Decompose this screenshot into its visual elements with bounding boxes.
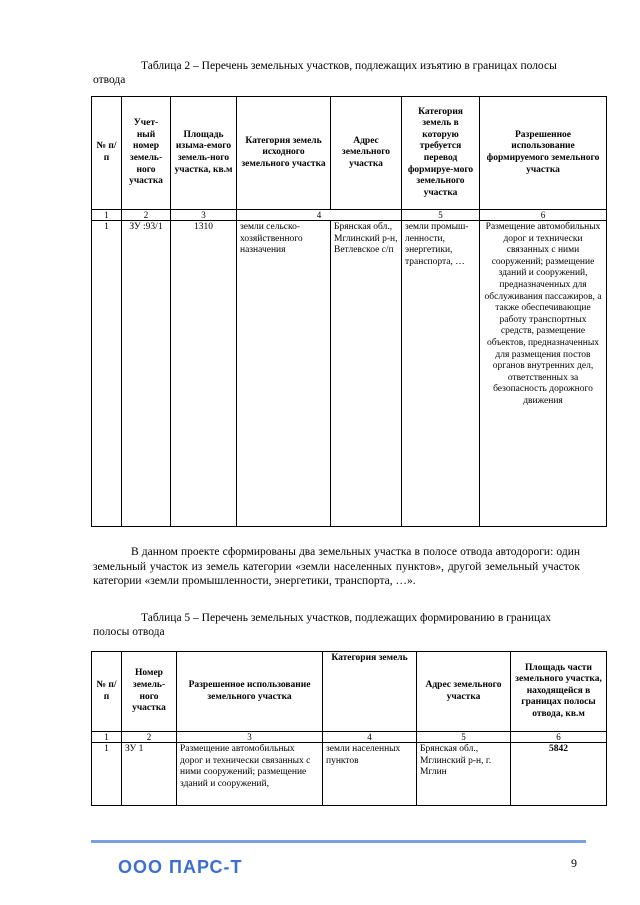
number-cell: 5 — [417, 732, 511, 743]
row-number: 1 — [92, 743, 122, 806]
permitted-use: Размещение автомобильных дорог и технически связанных с ними сооружений; размещение зданий и сооружений, — [177, 743, 323, 806]
number-cell: 4 — [323, 732, 417, 743]
header-cell: Категория земель исходного земельного участка — [237, 97, 331, 210]
land-address: Брянская обл., Мглинский р-н, Ветлевское с/п — [331, 221, 402, 527]
number-cell: 2 — [122, 210, 171, 221]
header-cell: Адрес земельного участка — [417, 652, 511, 732]
header-cell: № п/п — [92, 97, 122, 210]
number-cell: 3 — [177, 732, 323, 743]
page-number: 9 — [571, 856, 577, 870]
land-category: земли населенных пунктов — [323, 743, 417, 806]
header-cell: Адрес земельного участка — [331, 97, 402, 210]
body-paragraph: В данном проекте сформированы два земельных участка в полосе отвода автодороги: один земельный участок из земель категории «земли населенных пунктов», другой земельный участок категории «земли промышленности, энергетики, транспорта, …». — [93, 546, 580, 587]
number-cell: 6 — [511, 732, 607, 743]
number-cell: 1 — [92, 210, 122, 221]
header-cell: Учет-ный номер земель-ного участка — [122, 97, 171, 210]
header-cell: Площадь изыма-емого земель-ного участка, кв.м — [171, 97, 237, 210]
table5-caption: Таблица 5 – Перечень земельных участков, подлежащих формированию в границах полосы отвода — [93, 612, 552, 638]
number-cell: 2 — [122, 732, 177, 743]
target-category: земли промыш-ленности, энергетики, транспорта, … — [402, 221, 480, 527]
header-cell: Разрешенное использование земельного участка — [177, 652, 323, 732]
header-cell: Номер земель-ного участка — [122, 652, 177, 732]
table-land-formation — [91, 651, 607, 806]
number-cell: 4 — [237, 210, 402, 221]
number-cell: 5 — [402, 210, 480, 221]
number-cell: 6 — [480, 210, 607, 221]
header-row — [92, 97, 607, 210]
source-category: земли сельско-хозяйственного назначения — [237, 221, 331, 527]
permitted-use: Размещение автомобильных дорог и технически связанных с ними сооружений; размещение зданий и сооружений, предназначенных для обслуживания пассажиров, а также обеспечивающие работу транспортных средств, размещение объектов, предназначенных для размещения постов органов внутренних дел, ответственных за безопасность дорожного движения — [480, 221, 607, 527]
company-logo: ООО ПАРС-Т — [118, 857, 243, 877]
table-land-withdrawal — [91, 96, 607, 527]
row-number: 1 — [92, 221, 122, 527]
cadastral-number: ЗУ :93/1 — [122, 221, 171, 527]
header-cell: № п/п — [92, 652, 122, 732]
footer-divider — [91, 840, 586, 843]
area-value: 5842 — [511, 743, 607, 806]
header-cell: Категория земель — [323, 652, 417, 732]
number-row — [92, 732, 607, 743]
header-cell: Разрешенное использование формируемого земельного участка — [480, 97, 607, 210]
area-value: 1310 — [171, 221, 237, 527]
table-row — [92, 743, 607, 806]
number-row — [92, 210, 607, 221]
land-address: Брянская обл., Мглинский р-н, г. Мглин — [417, 743, 511, 806]
plot-number: ЗУ 1 — [122, 743, 177, 806]
number-cell: 3 — [171, 210, 237, 221]
number-cell: 1 — [92, 732, 122, 743]
table2-caption: Таблица 2 – Перечень земельных участков, подлежащих изъятию в границах полосы отвода — [93, 60, 557, 86]
header-row — [92, 652, 607, 732]
table-row — [92, 221, 607, 527]
header-cell: Категория земель в которую требуется перевод формируе-мого земельного участка — [402, 97, 480, 210]
header-cell: Площадь части земельного участка, находящейся в границах полосы отвода, кв.м — [511, 652, 607, 732]
